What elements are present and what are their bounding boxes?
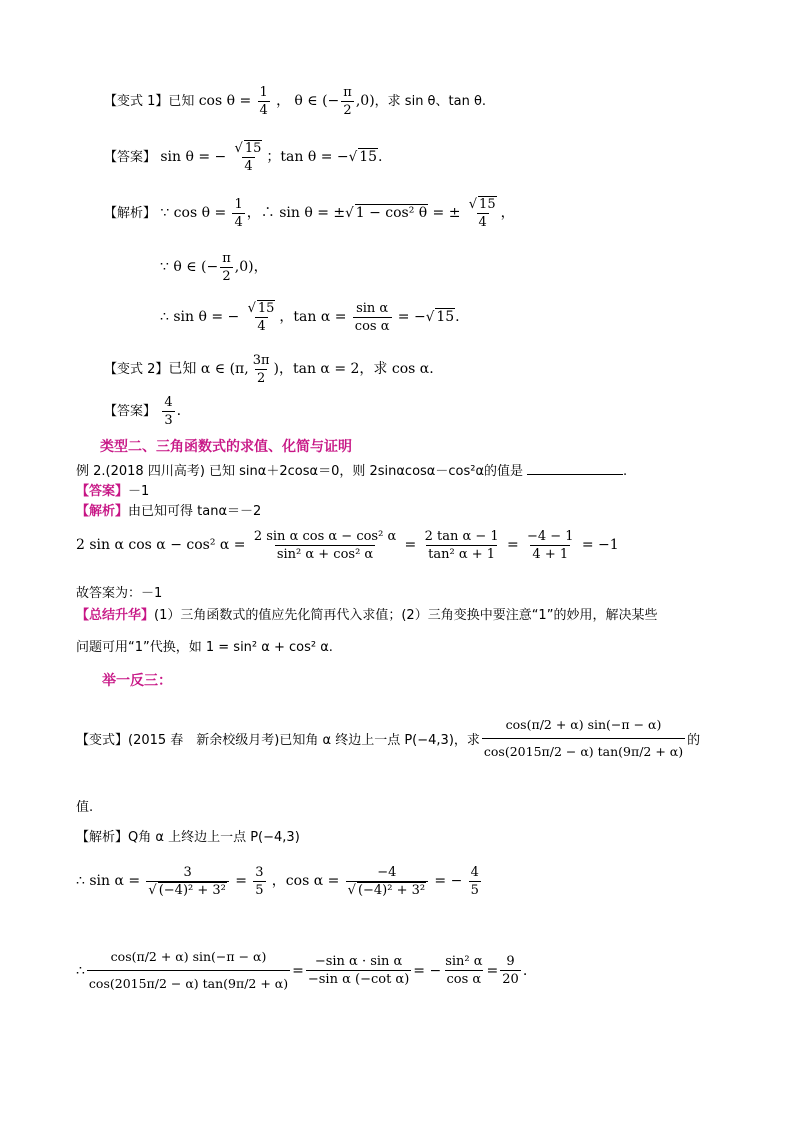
variant1-line: 【变式 1】已知 cos θ = $\frac{1}{4}$ ， θ ∈ (− $\frac{\pi}{2}$ ,0)，求 sin θ、tan θ. xyxy=(104,85,487,118)
analysis4-tag: 【解析】 xyxy=(76,830,129,845)
analysis3-line: 【解析】由已知可得 tanα＝－2 xyxy=(76,504,262,519)
answer3-tag: 【答案】 xyxy=(76,484,129,499)
variant3-tag: 【变式】 xyxy=(76,733,129,748)
fraction: $\frac{\cos(\pi/2 + \alpha) \sin(-\pi - \alpha)}{\cos(2015\pi/2 - \alpha) \tan(9\pi/2 + \alpha)}$ xyxy=(482,712,685,765)
fraction: $\frac{3}{5}$ xyxy=(255,865,264,898)
fraction: $\frac{\text{−sin α · sin α}}{\text{−sin α (−cot α)}}$ xyxy=(307,954,410,987)
analysis1-line2: ∵ θ ∈ (− $\frac{\pi}{2}$ ,0)， xyxy=(160,251,268,284)
answer1-tag: 【答案】 xyxy=(104,150,157,165)
answer2-line: 【答案】 $\frac{4}{3}$ . xyxy=(104,395,182,428)
analysis4-line2: ∴ sin α = $\frac{3}{\text{√ (−4)² + 3²}}$ = $\frac{3}{5}$ ，cos α = $\frac{-4}{\text{√ (−4)² + 3²}}$ = − $\frac{4}{5}$ xyxy=(76,865,479,898)
fraction: $\frac{√ 15}{4}$ xyxy=(234,141,262,174)
fraction: $\frac{1}{4}$ xyxy=(234,197,243,230)
fraction: $\frac{9}{20}$ xyxy=(502,954,519,987)
fraction: $\frac{3\pi}{2}$ xyxy=(252,353,270,386)
variant2-tag: 【变式 2】 xyxy=(104,362,169,377)
analysis1-tag: 【解析】 xyxy=(104,206,157,221)
fraction: $\frac{1}{4}$ xyxy=(259,85,268,118)
practice-title: 举一反三： xyxy=(102,673,172,689)
variant1-tag: 【变式 1】 xyxy=(104,94,169,109)
variant3-cont: 值. xyxy=(76,800,94,815)
fraction: $\frac{\text{2 tan α − 1}}{\text{tan² α + 1}}$ xyxy=(424,529,499,562)
analysis3-tag: 【解析】 xyxy=(76,504,129,519)
example2-line: 例 2.(2018 四川高考) 已知 sinα＋2cosα＝0，则 2sinαcosα－cos²α的值是 . xyxy=(76,464,628,479)
fraction: $\frac{\text{sin² α}}{\text{cos α}}$ xyxy=(445,954,483,987)
summary-tag: 【总结升华】 xyxy=(76,608,155,623)
fraction: $\frac{3}{\text{√ (−4)² + 3²}}$ xyxy=(146,864,228,899)
conclusion: 故答案为：－1 xyxy=(76,586,163,601)
summary-line1: 【总结升华】(1）三角函数式的值应先化简再代入求值；(2）三角变换中要注意“1”的妙用，解决某些 xyxy=(76,608,658,623)
answer1-line: 【答案】 sin θ = − $\frac{√ 15}{4}$ ；tan θ = −√ 15. xyxy=(104,141,383,174)
variant2-line: 【变式 2】已知 α ∈ (π, $\frac{3\pi}{2}$ )，tan α = 2，求 cos α. xyxy=(104,353,434,386)
fraction: $\frac{-4}{\text{√ (−4)² + 3²}}$ xyxy=(346,864,428,899)
analysis1-line3: ∴ sin θ = − $\frac{√ 15}{4}$ ，tan α = $\frac{\text{sin α}}{\text{cos α}}$ = −√ 15. xyxy=(160,301,460,334)
analysis4-line1: 【解析】Q角 α 上终边上一点 P(−4,3) xyxy=(76,830,300,845)
fraction: $\frac{\pi}{2}$ xyxy=(222,251,231,284)
analysis4-line3: ∴ $\frac{\cos(\pi/2 + \alpha) \sin(-\pi - \alpha)}{\cos(2015\pi/2 - \alpha) \tan(9\pi/2 + \alpha)}$ = $\frac{\text{−sin α · sin α}}{\text{−sin α (−cot α)}}$ = − $\frac{\text{sin² α}}{\text{cos α}}$ = $\frac{9}{20}$ . xyxy=(76,944,527,997)
fraction: $\frac{-4 - 1}{4 + 1}$ xyxy=(526,529,574,562)
answer2-tag: 【答案】 xyxy=(104,404,157,419)
fraction: $\frac{4}{5}$ xyxy=(470,865,479,898)
summary-line2: 问题可用“1”代换，如 1 = sin² α + cos² α. xyxy=(76,640,333,655)
fraction: $\frac{√ 15}{4}$ xyxy=(468,197,496,230)
fraction: $\frac{\cos(\pi/2 + \alpha) \sin(-\pi - \alpha)}{\cos(2015\pi/2 - \alpha) \tan(9\pi/2 + \alpha)}$ xyxy=(87,944,290,997)
fraction: $\frac{\text{2 sin α cos α − cos² α}}{\text{sin² α + cos² α}}$ xyxy=(253,529,397,562)
analysis1-line1: 【解析】 ∵ cos θ = $\frac{1}{4}$ ，∴ sin θ = ±√ 1 − cos² θ = ± $\frac{√ 15}{4}$ ， xyxy=(104,197,515,230)
variant3-line: 【变式】 (2015 春 新余校级月考)已知角 α 终边上一点 P(−4,3)，求 $\frac{\cos(\pi/2 + \alpha) \sin(-\pi - \alpha)}{\cos(2015\pi/2 - \alpha) \tan(9\pi/2 + \alpha)}$ 的 xyxy=(76,712,700,765)
fraction: $\frac{\pi}{2}$ xyxy=(343,85,352,118)
answer-blank xyxy=(527,462,623,475)
fraction: $\frac{4}{3}$ xyxy=(164,395,173,428)
fraction: $\frac{√ 15}{4}$ xyxy=(247,301,275,334)
analysis3-equation: 2 sin α cos α − cos² α = $\frac{\text{2 sin α cos α − cos² α}}{\text{sin² α + cos² α}}$ = $\frac{\text{2 tan α − 1}}{\text{tan² α + 1}}$ = $\frac{-4 - 1}{4 + 1}$ = −1 xyxy=(76,529,619,562)
answer3-line: 【答案】－1 xyxy=(76,484,150,499)
fraction: $\frac{\text{sin α}}{\text{cos α}}$ xyxy=(354,301,390,334)
section-title: 类型二、三角函数式的求值、化简与证明 xyxy=(100,439,352,455)
